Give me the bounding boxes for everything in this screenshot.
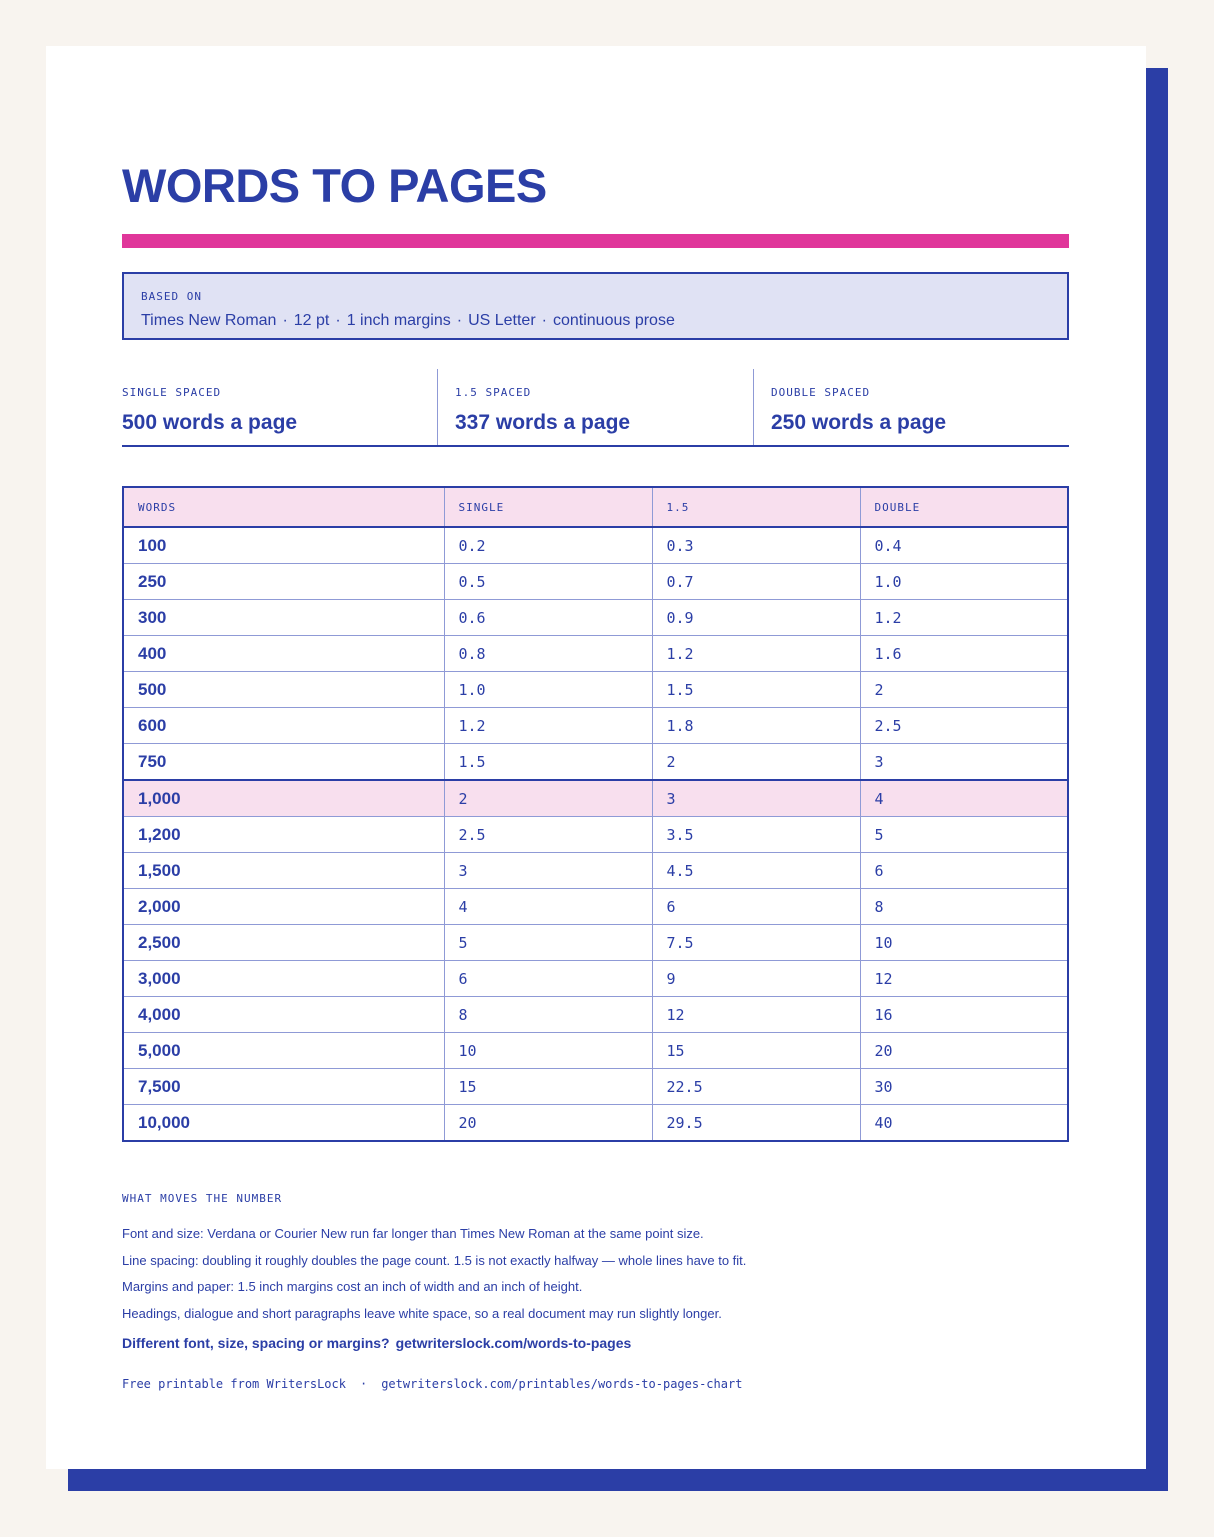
cell-double: 0.4 <box>860 527 1068 564</box>
basis-item: 1 inch margins <box>346 312 451 329</box>
cell-double: 10 <box>860 925 1068 961</box>
cell-double: 30 <box>860 1069 1068 1105</box>
footer-link[interactable]: getwriterslock.com/printables/words-to-pages-chart <box>381 1377 743 1391</box>
spacing-one-half <box>437 369 753 445</box>
cell-one-half: 6 <box>652 889 860 925</box>
cell-words: 600 <box>123 708 444 744</box>
printable-page <box>46 46 1146 1469</box>
basis-text <box>141 312 675 330</box>
spacing-label: DOUBLE SPACED <box>771 386 871 399</box>
cell-double: 20 <box>860 1033 1068 1069</box>
cell-words: 3,000 <box>123 961 444 997</box>
table-row <box>123 961 1068 997</box>
cell-single: 1.2 <box>444 708 652 744</box>
basis-label: BASED ON <box>141 290 202 303</box>
column-header-single: SINGLE <box>444 487 652 527</box>
cell-double: 2.5 <box>860 708 1068 744</box>
basis-item: continuous prose <box>552 312 675 329</box>
table-row <box>123 1033 1068 1069</box>
cell-double: 4 <box>860 780 1068 817</box>
table-row <box>123 1069 1068 1105</box>
cell-single: 2.5 <box>444 817 652 853</box>
cell-one-half: 1.2 <box>652 636 860 672</box>
cell-words: 1,000 <box>123 780 444 817</box>
cell-single: 0.5 <box>444 564 652 600</box>
table-row <box>123 817 1068 853</box>
cell-single: 2 <box>444 780 652 817</box>
cell-single: 5 <box>444 925 652 961</box>
cell-words: 400 <box>123 636 444 672</box>
table-row <box>123 600 1068 636</box>
cell-single: 0.6 <box>444 600 652 636</box>
cell-one-half: 12 <box>652 997 860 1033</box>
spacing-label: 1.5 SPACED <box>455 386 532 399</box>
page-title: WORDS TO PAGES <box>122 159 547 212</box>
cell-double: 16 <box>860 997 1068 1033</box>
cell-double: 1.0 <box>860 564 1068 600</box>
cell-one-half: 9 <box>652 961 860 997</box>
basis-separator: · <box>456 312 463 329</box>
table-row <box>123 853 1068 889</box>
cell-words: 500 <box>123 672 444 708</box>
cta-text: Different font, size, spacing or margins? <box>122 1335 390 1351</box>
table-body <box>123 527 1068 1141</box>
cell-words: 1,500 <box>123 853 444 889</box>
cell-one-half: 3 <box>652 780 860 817</box>
cell-single: 1.0 <box>444 672 652 708</box>
cell-one-half: 22.5 <box>652 1069 860 1105</box>
basis-separator: · <box>282 312 288 329</box>
cell-one-half: 7.5 <box>652 925 860 961</box>
title-underline <box>122 234 1069 248</box>
basis-box <box>122 272 1069 340</box>
cell-single: 3 <box>444 853 652 889</box>
cell-one-half: 0.3 <box>652 527 860 564</box>
notes-section <box>122 1192 1069 1391</box>
table-row <box>123 708 1068 744</box>
cell-double: 6 <box>860 853 1068 889</box>
cell-one-half: 3.5 <box>652 817 860 853</box>
cell-single: 15 <box>444 1069 652 1105</box>
spacing-value: 250 words a page <box>771 411 947 434</box>
cell-double: 40 <box>860 1105 1068 1142</box>
cell-double: 1.6 <box>860 636 1068 672</box>
cell-single: 20 <box>444 1105 652 1142</box>
column-header-double: DOUBLE <box>860 487 1068 527</box>
cell-words: 7,500 <box>123 1069 444 1105</box>
table-row <box>123 636 1068 672</box>
table-row <box>123 744 1068 781</box>
cell-double: 3 <box>860 744 1068 781</box>
basis-separator: · <box>541 312 547 329</box>
cell-single: 0.8 <box>444 636 652 672</box>
cell-one-half: 0.7 <box>652 564 860 600</box>
table-header-row <box>123 487 1068 527</box>
table-row <box>123 527 1068 564</box>
table-row <box>123 780 1068 817</box>
cell-double: 8 <box>860 889 1068 925</box>
cell-words: 1,200 <box>123 817 444 853</box>
footer-credit: Free printable from WritersLock <box>122 1377 346 1391</box>
table-row <box>123 672 1068 708</box>
spacing-value: 500 words a page <box>122 411 298 434</box>
note-line: Headings, dialogue and short paragraphs leave white space, so a real document may run slightly longer. <box>122 1305 722 1321</box>
spacing-single <box>122 369 437 445</box>
cell-one-half: 29.5 <box>652 1105 860 1142</box>
cell-double: 1.2 <box>860 600 1068 636</box>
cta-link[interactable]: getwriterslock.com/words-to-pages <box>395 1335 632 1351</box>
table-row <box>123 564 1068 600</box>
cell-words: 100 <box>123 527 444 564</box>
cell-words: 10,000 <box>123 1105 444 1142</box>
basis-item: US Letter <box>468 312 536 329</box>
call-to-action <box>122 1335 1069 1351</box>
cell-one-half: 0.9 <box>652 600 860 636</box>
cell-words: 250 <box>123 564 444 600</box>
conversion-table <box>122 486 1069 1142</box>
cell-single: 1.5 <box>444 744 652 781</box>
note-line: Margins and paper: 1.5 inch margins cost an inch of width and an inch of height. <box>122 1279 583 1294</box>
note-line: Font and size: Verdana or Courier New run far longer than Times New Roman at the same point size. <box>122 1226 704 1241</box>
cell-single: 10 <box>444 1033 652 1069</box>
cell-single: 0.2 <box>444 527 652 564</box>
table-row <box>123 1105 1068 1142</box>
cell-one-half: 2 <box>652 744 860 781</box>
basis-item: Times New Roman <box>141 312 277 329</box>
note-line: Line spacing: doubling it roughly doubles the page count. 1.5 is not exactly halfway — whole lines have to fit. <box>122 1252 747 1268</box>
spacing-summary <box>122 369 1069 447</box>
cell-words: 750 <box>123 744 444 781</box>
cell-words: 4,000 <box>123 997 444 1033</box>
column-header-one-half: 1.5 <box>652 487 860 527</box>
cell-single: 8 <box>444 997 652 1033</box>
notes-label: WHAT MOVES THE NUMBER <box>122 1192 283 1205</box>
cell-double: 12 <box>860 961 1068 997</box>
footer <box>122 1377 1069 1391</box>
basis-item: 12 pt <box>293 312 330 329</box>
footer-separator: · <box>359 1377 368 1391</box>
cell-double: 2 <box>860 672 1068 708</box>
cell-single: 4 <box>444 889 652 925</box>
spacing-value: 337 words a page <box>455 411 631 434</box>
cell-one-half: 1.8 <box>652 708 860 744</box>
cell-one-half: 1.5 <box>652 672 860 708</box>
cell-words: 2,000 <box>123 889 444 925</box>
spacing-label: SINGLE SPACED <box>122 386 222 399</box>
cell-single: 6 <box>444 961 652 997</box>
cell-one-half: 15 <box>652 1033 860 1069</box>
table-row <box>123 889 1068 925</box>
spacing-double <box>753 369 1069 445</box>
cell-words: 2,500 <box>123 925 444 961</box>
table-row <box>123 997 1068 1033</box>
column-header-words: WORDS <box>123 487 444 527</box>
cell-one-half: 4.5 <box>652 853 860 889</box>
table-row <box>123 925 1068 961</box>
basis-separator: · <box>335 312 341 329</box>
cell-double: 5 <box>860 817 1068 853</box>
cell-words: 300 <box>123 600 444 636</box>
cell-words: 5,000 <box>123 1033 444 1069</box>
